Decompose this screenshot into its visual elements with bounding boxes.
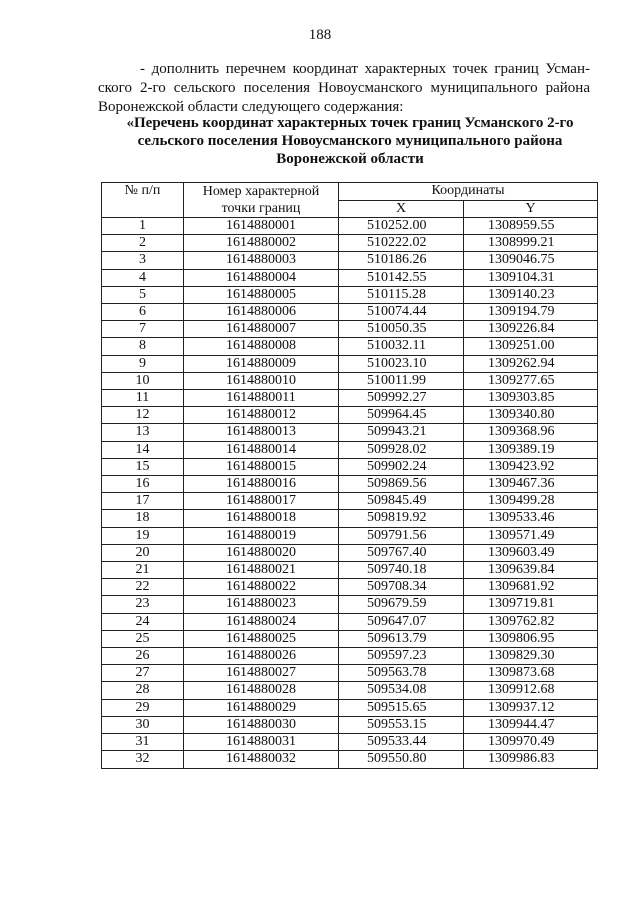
cell-y: 1309762.82 — [464, 613, 598, 630]
cell-number: 12 — [102, 407, 184, 424]
cell-point-id: 1614880008 — [184, 338, 339, 355]
cell-number: 24 — [102, 613, 184, 630]
cell-y: 1309719.81 — [464, 596, 598, 613]
cell-y: 1309603.49 — [464, 544, 598, 561]
cell-x: 509550.80 — [339, 751, 464, 768]
cell-y: 1309368.96 — [464, 424, 598, 441]
cell-x: 509964.45 — [339, 407, 464, 424]
cell-y: 1309226.84 — [464, 321, 598, 338]
cell-number: 16 — [102, 476, 184, 493]
intro-line: - дополнить перечнем координат характерных точек границ Усман- — [140, 61, 590, 77]
cell-number: 17 — [102, 493, 184, 510]
cell-point-id: 1614880009 — [184, 355, 339, 372]
cell-y: 1309251.00 — [464, 338, 598, 355]
cell-y: 1309986.83 — [464, 751, 598, 768]
table-row — [102, 699, 598, 716]
coordinates-table-header — [102, 183, 598, 218]
cell-x: 509902.24 — [339, 458, 464, 475]
cell-point-id: 1614880027 — [184, 665, 339, 682]
cell-number: 19 — [102, 527, 184, 544]
cell-number: 7 — [102, 321, 184, 338]
cell-y: 1309262.94 — [464, 355, 598, 372]
cell-x: 510222.02 — [339, 235, 464, 252]
intro-line: Воронежской области следующего содержания: — [98, 99, 404, 115]
table-title-line: «Перечень координат характерных точек границ Усманского 2-го — [126, 115, 574, 131]
cell-x: 510011.99 — [339, 372, 464, 389]
cell-number: 28 — [102, 682, 184, 699]
header-point-id — [184, 183, 339, 218]
cell-x: 510252.00 — [339, 218, 464, 235]
cell-x: 509563.78 — [339, 665, 464, 682]
cell-x: 509869.56 — [339, 476, 464, 493]
cell-point-id: 1614880026 — [184, 648, 339, 665]
cell-number: 13 — [102, 424, 184, 441]
cell-number: 6 — [102, 304, 184, 321]
cell-number: 3 — [102, 252, 184, 269]
cell-point-id: 1614880019 — [184, 527, 339, 544]
cell-number: 20 — [102, 544, 184, 561]
header-point-id-line: Номер характерной — [202, 184, 320, 199]
coordinates-table — [101, 182, 598, 769]
cell-y: 1309104.31 — [464, 269, 598, 286]
table-row — [102, 458, 598, 475]
table-row — [102, 286, 598, 303]
table-row — [102, 235, 598, 252]
cell-x: 509515.65 — [339, 699, 464, 716]
cell-number: 2 — [102, 235, 184, 252]
cell-y: 1309806.95 — [464, 630, 598, 647]
cell-point-id: 1614880014 — [184, 441, 339, 458]
cell-point-id: 1614880010 — [184, 372, 339, 389]
cell-x: 509553.15 — [339, 716, 464, 733]
cell-y: 1309873.68 — [464, 665, 598, 682]
cell-x: 509613.79 — [339, 630, 464, 647]
cell-point-id: 1614880016 — [184, 476, 339, 493]
cell-number: 15 — [102, 458, 184, 475]
table-title-line: сельского поселения Новоусманского муниципального района — [137, 133, 563, 149]
cell-x: 510186.26 — [339, 252, 464, 269]
table-row — [102, 665, 598, 682]
header-x: X — [339, 200, 464, 218]
cell-x: 510115.28 — [339, 286, 464, 303]
cell-point-id: 1614880021 — [184, 562, 339, 579]
table-row — [102, 596, 598, 613]
cell-y: 1309937.12 — [464, 699, 598, 716]
cell-number: 18 — [102, 510, 184, 527]
cell-y: 1309423.92 — [464, 458, 598, 475]
cell-x: 509943.21 — [339, 424, 464, 441]
cell-y: 1309681.92 — [464, 579, 598, 596]
cell-y: 1309571.49 — [464, 527, 598, 544]
cell-y: 1309912.68 — [464, 682, 598, 699]
cell-y: 1309046.75 — [464, 252, 598, 269]
header-y: Y — [464, 200, 598, 218]
cell-point-id: 1614880012 — [184, 407, 339, 424]
cell-number: 22 — [102, 579, 184, 596]
cell-x: 509534.08 — [339, 682, 464, 699]
cell-y: 1309467.36 — [464, 476, 598, 493]
cell-x: 509928.02 — [339, 441, 464, 458]
cell-x: 510023.10 — [339, 355, 464, 372]
cell-number: 27 — [102, 665, 184, 682]
header-number: № п/п — [102, 183, 184, 218]
table-row — [102, 648, 598, 665]
cell-point-id: 1614880023 — [184, 596, 339, 613]
cell-point-id: 1614880022 — [184, 579, 339, 596]
cell-number: 1 — [102, 218, 184, 235]
table-row — [102, 441, 598, 458]
cell-x: 510032.11 — [339, 338, 464, 355]
header-point-id-line: точки границ — [221, 201, 301, 216]
cell-point-id: 1614880020 — [184, 544, 339, 561]
table-row — [102, 321, 598, 338]
cell-point-id: 1614880018 — [184, 510, 339, 527]
cell-x: 510050.35 — [339, 321, 464, 338]
table-row — [102, 372, 598, 389]
cell-number: 4 — [102, 269, 184, 286]
table-row — [102, 544, 598, 561]
cell-number: 14 — [102, 441, 184, 458]
cell-number: 11 — [102, 390, 184, 407]
cell-number: 23 — [102, 596, 184, 613]
table-row — [102, 493, 598, 510]
table-row — [102, 252, 598, 269]
table-row — [102, 407, 598, 424]
table-row — [102, 562, 598, 579]
table-title-line: Воронежской области — [276, 151, 424, 167]
cell-point-id: 1614880007 — [184, 321, 339, 338]
cell-point-id: 1614880006 — [184, 304, 339, 321]
cell-number: 26 — [102, 648, 184, 665]
table-row — [102, 338, 598, 355]
cell-number: 21 — [102, 562, 184, 579]
cell-number: 25 — [102, 630, 184, 647]
cell-y: 1309340.80 — [464, 407, 598, 424]
table-row — [102, 510, 598, 527]
cell-y: 1309303.85 — [464, 390, 598, 407]
cell-x: 510074.44 — [339, 304, 464, 321]
cell-x: 509597.23 — [339, 648, 464, 665]
cell-number: 10 — [102, 372, 184, 389]
cell-x: 510142.55 — [339, 269, 464, 286]
cell-y: 1309499.28 — [464, 493, 598, 510]
cell-point-id: 1614880003 — [184, 252, 339, 269]
cell-x: 509533.44 — [339, 734, 464, 751]
cell-y: 1309277.65 — [464, 372, 598, 389]
cell-x: 509767.40 — [339, 544, 464, 561]
cell-number: 32 — [102, 751, 184, 768]
cell-point-id: 1614880002 — [184, 235, 339, 252]
table-row — [102, 218, 598, 235]
cell-point-id: 1614880030 — [184, 716, 339, 733]
cell-y: 1309829.30 — [464, 648, 598, 665]
cell-point-id: 1614880005 — [184, 286, 339, 303]
cell-number: 9 — [102, 355, 184, 372]
cell-point-id: 1614880024 — [184, 613, 339, 630]
table-row — [102, 527, 598, 544]
cell-point-id: 1614880032 — [184, 751, 339, 768]
table-row — [102, 355, 598, 372]
cell-y: 1309194.79 — [464, 304, 598, 321]
cell-y: 1309944.47 — [464, 716, 598, 733]
table-row — [102, 716, 598, 733]
table-row — [102, 630, 598, 647]
table-title — [100, 114, 600, 168]
table-row — [102, 476, 598, 493]
table-row — [102, 734, 598, 751]
cell-point-id: 1614880031 — [184, 734, 339, 751]
page-number: 188 — [308, 27, 332, 43]
cell-number: 5 — [102, 286, 184, 303]
table-row — [102, 390, 598, 407]
cell-x: 509992.27 — [339, 390, 464, 407]
coordinates-table-body — [102, 218, 598, 769]
cell-point-id: 1614880015 — [184, 458, 339, 475]
cell-x: 509647.07 — [339, 613, 464, 630]
cell-number: 29 — [102, 699, 184, 716]
cell-y: 1309970.49 — [464, 734, 598, 751]
cell-point-id: 1614880013 — [184, 424, 339, 441]
cell-y: 1309389.19 — [464, 441, 598, 458]
cell-y: 1309140.23 — [464, 286, 598, 303]
cell-y: 1309639.84 — [464, 562, 598, 579]
table-row — [102, 613, 598, 630]
cell-point-id: 1614880029 — [184, 699, 339, 716]
table-row — [102, 269, 598, 286]
cell-point-id: 1614880028 — [184, 682, 339, 699]
table-row — [102, 424, 598, 441]
cell-point-id: 1614880025 — [184, 630, 339, 647]
cell-x: 509740.18 — [339, 562, 464, 579]
cell-x: 509845.49 — [339, 493, 464, 510]
header-coordinates: Координаты — [339, 183, 598, 201]
cell-point-id: 1614880017 — [184, 493, 339, 510]
cell-y: 1309533.46 — [464, 510, 598, 527]
intro-paragraph — [98, 60, 590, 117]
cell-number: 8 — [102, 338, 184, 355]
cell-x: 509819.92 — [339, 510, 464, 527]
cell-point-id: 1614880001 — [184, 218, 339, 235]
cell-number: 31 — [102, 734, 184, 751]
cell-y: 1308999.21 — [464, 235, 598, 252]
cell-x: 509679.59 — [339, 596, 464, 613]
cell-point-id: 1614880004 — [184, 269, 339, 286]
cell-point-id: 1614880011 — [184, 390, 339, 407]
table-row — [102, 304, 598, 321]
cell-x: 509791.56 — [339, 527, 464, 544]
cell-x: 509708.34 — [339, 579, 464, 596]
intro-line: ского 2-го сельского поселения Новоусманского муниципального района — [98, 80, 590, 96]
cell-y: 1308959.55 — [464, 218, 598, 235]
cell-number: 30 — [102, 716, 184, 733]
table-row — [102, 682, 598, 699]
table-row — [102, 579, 598, 596]
table-row — [102, 751, 598, 768]
